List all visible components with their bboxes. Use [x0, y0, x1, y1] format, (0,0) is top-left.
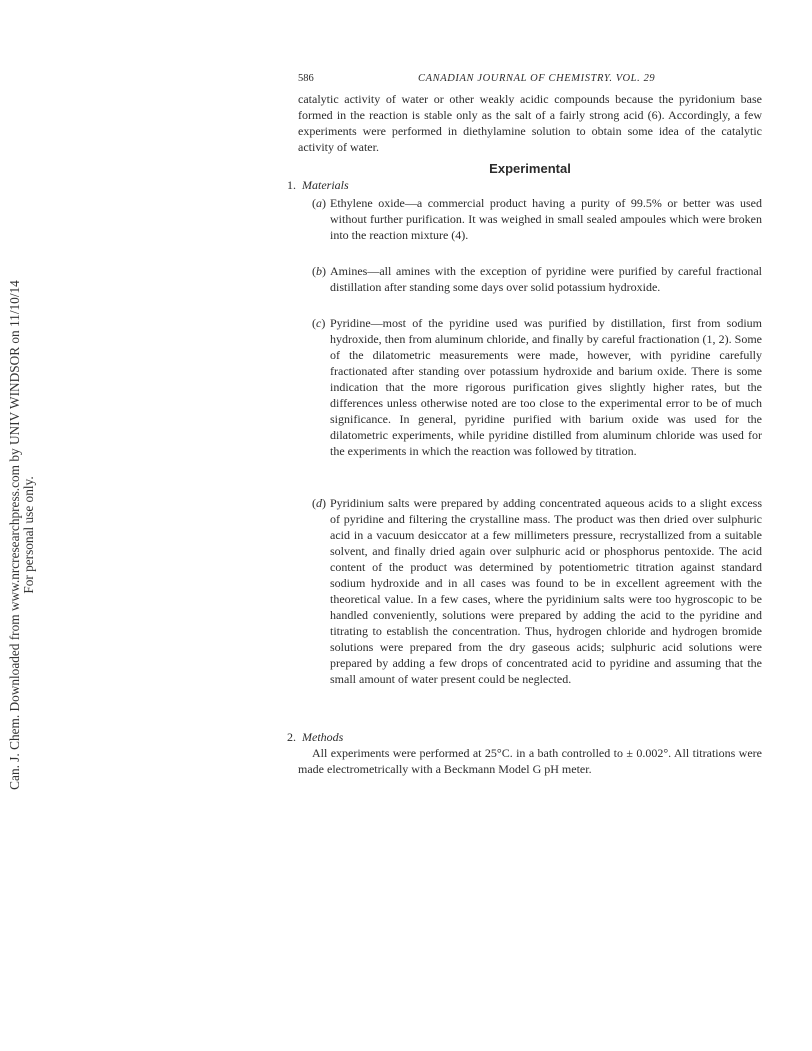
item-text: Amines—all amines with the exception of pyridine were purified by careful fractional distillation after standing some days over solid potassium hydroxide. — [330, 264, 762, 294]
material-item-a — [298, 195, 762, 259]
item-label: (c) — [312, 316, 326, 330]
download-watermark — [8, 255, 36, 815]
section-title: Experimental — [489, 161, 571, 176]
running-header — [298, 73, 762, 87]
material-item-d — [298, 495, 762, 719]
material-item-c — [298, 315, 762, 491]
methods-number: 2. — [287, 730, 296, 744]
watermark-line-1: Can. J. Chem. Downloaded from www.nrcresearchpress.com by UNIV WINDSOR on 11/10/14 — [7, 280, 22, 790]
methods-title: Methods — [302, 730, 344, 744]
item-text: Pyridinium salts were prepared by adding concentrated aqueous acids to a slight excess of pyridine and filtering the crystalline mass. The product was then dried over sulphuric acid in a vacuum desiccator at a few millimeters pressure, recrystallized from a suitable solvent, and finally dried again over sulphuric acid or phosphorus pentoxide. The acid content of the product was determined by potentiometric titration against standard sodium hydroxide and in all cases was found to be in excellent agreement with the theoretical value. In a few cases, where the pyridinium salts were too hygroscopic to be handled conveniently, solutions were prepared by adding the acid to the pyridine and titrating to establish the concentration. Thus, hydrogen chloride and hydrogen bromide solutions were prepared from the dry gaseous acids; sulphuric acid solutions were prepared by adding a few drops of concentrated acid to pyridine and assuming that the small amount of water present could be neglected. — [330, 496, 762, 686]
item-label: (d) — [312, 496, 326, 510]
item-label: (b) — [312, 264, 326, 278]
item-text: Pyridine—most of the pyridine used was purified by distillation, first from sodium hydroxide, then from aluminum chloride, and finally by careful fractionation (1, 2). Some of the dilatometric measurements were made, however, with pyridine carefully fractionated after standing over potassium hydroxide and barium oxide. There is some indication that the more rigorous purification gives slightly higher rates, but the differences unless otherwise noted are too close to the experimental error to be of much significance. In general, pyridine purified with barium oxide was used for the dilatometric experiments, while pyridine distilled from aluminum chloride was used for the experiments in which the reaction was followed by titration. — [330, 316, 762, 458]
intro-paragraph: catalytic activity of water or other weakly acidic compounds because the pyridonium base formed in the reaction is stable only as the salt of a fairly strong acid (6). Accordingly, a few experiments were performed in diethylamine solution to obtain some idea of the catalytic activity of water. — [298, 92, 762, 154]
materials-title: Materials — [302, 178, 349, 192]
page-number: 586 — [298, 73, 314, 84]
watermark-line-2: For personal use only. — [21, 476, 36, 594]
article-body — [287, 91, 762, 777]
methods-paragraph: All experiments were performed at 25°C. in a bath controlled to ± 0.002°. All titrations were made electrometrically with a Beckmann Model G pH meter. — [298, 746, 762, 776]
materials-number: 1. — [287, 178, 296, 192]
methods-heading — [287, 729, 762, 745]
materials-heading — [287, 177, 762, 193]
item-label: (a) — [312, 196, 326, 210]
material-item-b — [298, 263, 762, 311]
journal-title: CANADIAN JOURNAL OF CHEMISTRY. VOL. 29 — [418, 73, 656, 84]
item-text: Ethylene oxide—a commercial product having a purity of 99.5% or better was used without further purification. It was weighed in small sealed ampoules which were broken into the reaction mixture (4). — [330, 196, 762, 242]
